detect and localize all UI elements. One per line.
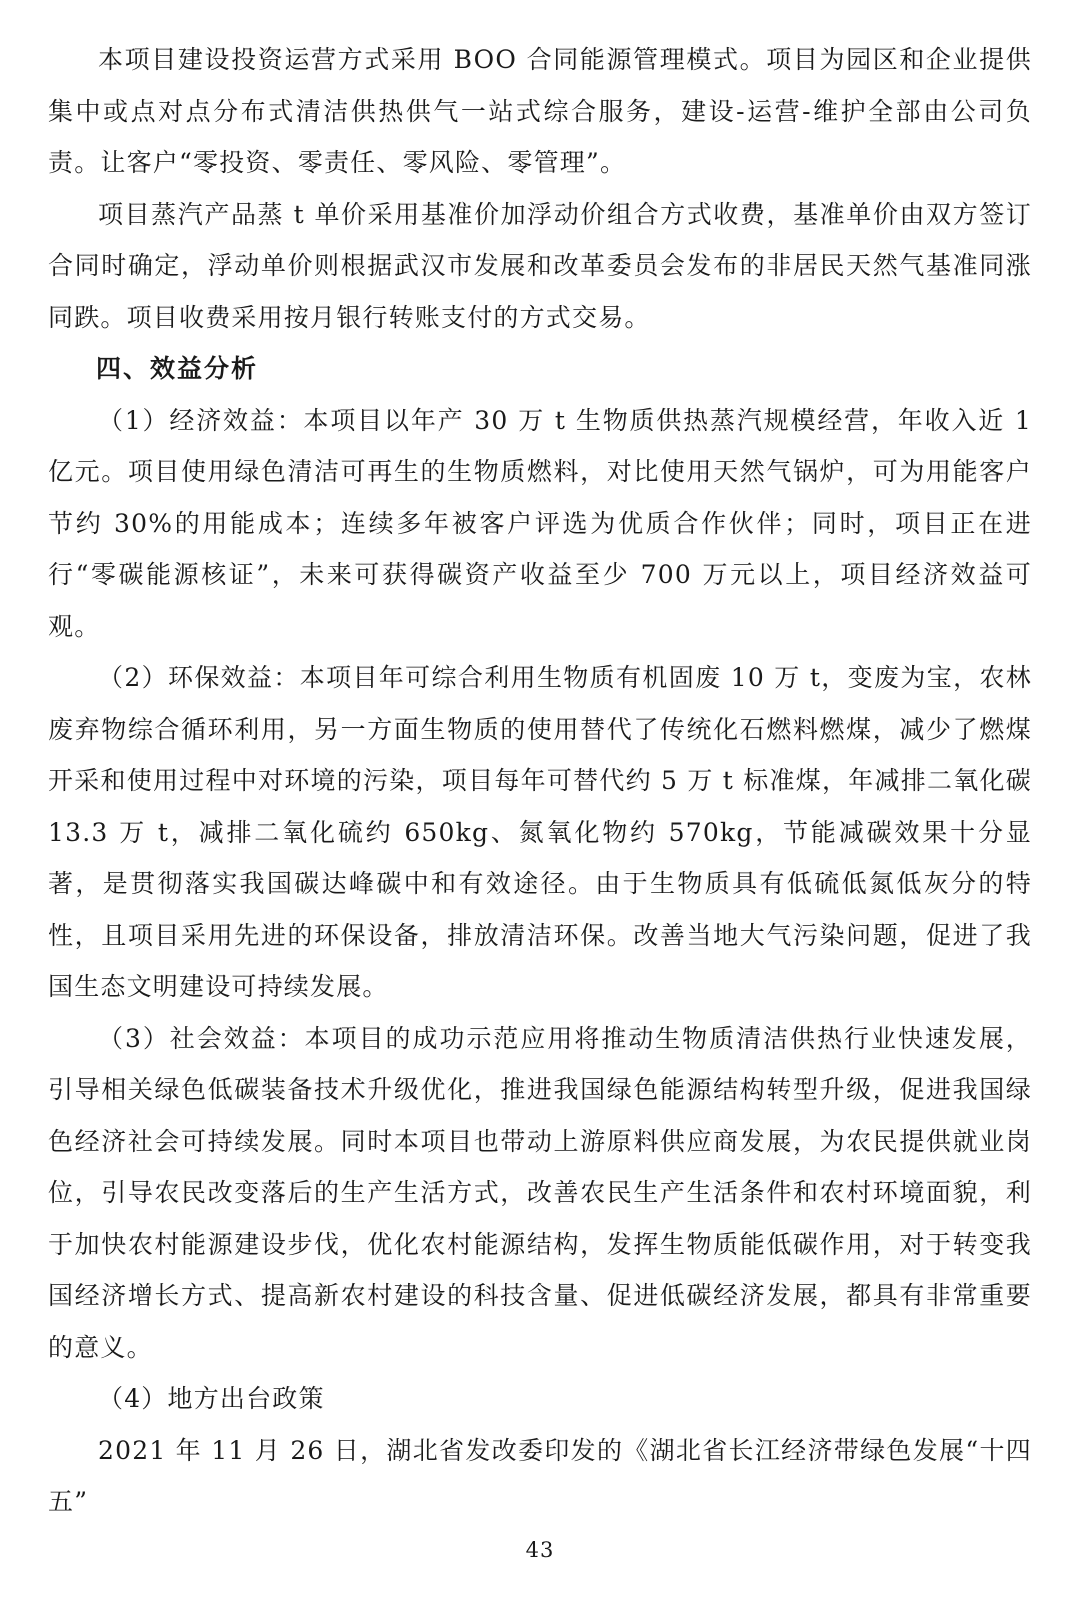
- paragraph-economic-benefit: （1）经济效益：本项目以年产 30 万 t 生物质供热蒸汽规模经营，年收入近 1 亿元。项目使用绿色清洁可再生的生物质燃料，对比使用天然气锅炉，可为用能客户节约 30%的用能成本；连续多年被客户评选为优质合作伙伴；同时，项目正在进行“零碳能源核证”，未来可获得碳资产收益至少 700 万元以上，项目经济效益可观。: [48, 405, 1032, 641]
- paragraph-boo-model: 本项目建设投资运营方式采用 BOO 合同能源管理模式。项目为园区和企业提供集中或点对点分布式清洁供热供气一站式综合服务，建设-运营-维护全部由公司负责。让客户“零投资、零责任、零风险、零管理”。: [48, 45, 1032, 177]
- page-number: 43: [525, 1538, 555, 1562]
- paragraph-social-benefit: （3）社会效益：本项目的成功示范应用将推动生物质清洁供热行业快速发展，引导相关绿色低碳装备技术升级优化，推进我国绿色能源结构转型升级，促进我国绿色经济社会可持续发展。同时本项目也带动上游原料供应商发展，为农民提供就业岗位，引导农民改变落后的生产生活方式，改善农民生产生活条件和农村环境面貌，利于加快农村能源建设步伐，优化农村能源结构，发挥生物质能低碳作用，对于转变我国经济增长方式、提高新农村建设的科技含量、促进低碳经济发展，都具有非常重要的意义。: [48, 1023, 1032, 1362]
- paragraph-policy-start: 2021 年 11 月 26 日，湖北省发改委印发的《湖北省长江经济带绿色发展“十四五”: [48, 1435, 1032, 1516]
- paragraph-pricing: 项目蒸汽产品蒸 t 单价采用基准价加浮动价组合方式收费，基准单价由双方签订合同时确定，浮动单价则根据武汉市发展和改革委员会发布的非居民天然气基准同涨同跌。项目收费采用按月银行转账支付的方式交易。: [48, 199, 1032, 332]
- document-body: [48, 34, 1032, 1528]
- paragraph-local-policy-title: （4）地方出台政策: [98, 1384, 325, 1413]
- paragraph-environmental-benefit: （2）环保效益：本项目年可综合利用生物质有机固废 10 万 t，变废为宝，农林废弃物综合循环利用，另一方面生物质的使用替代了传统化石燃料燃煤，减少了燃煤开采和使用过程中对环境的污染，项目每年可替代约 5 万 t 标准煤，年减排二氧化碳 13.3 万 t，减排二氧化硫约 650kg、氮氧化物约 570kg，节能减碳效果十分显著，是贯彻落实我国碳达峰碳中和有效途径。由于生物质具有低硫低氮低灰分的特性，且项目采用先进的环保设备，排放清洁环保。改善当地大气污染问题，促进了我国生态文明建设可持续发展。: [48, 663, 1032, 1001]
- section-heading-benefit-analysis: 四、效益分析: [96, 354, 259, 383]
